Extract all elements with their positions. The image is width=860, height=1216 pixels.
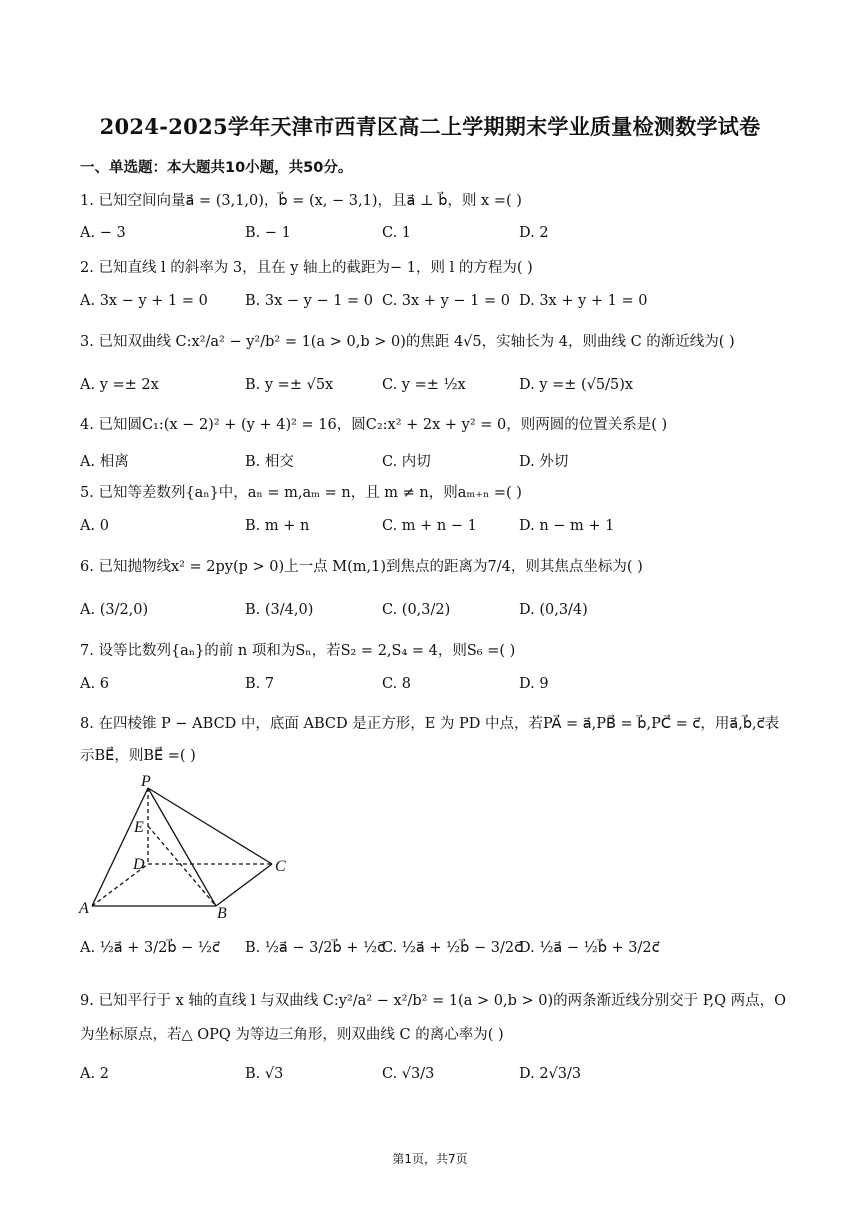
option-c: C. 内切 [382,454,431,470]
edge-eb [148,826,216,906]
option-a: A. 3x − y + 1 = 0 [80,293,208,309]
option-c: C. m + n − 1 [382,518,477,534]
question-3-stem: 3. 已知双曲线 C:x²/a² − y²/b² = 1(a > 0,b > 0)的焦距 4√5，实轴长为 4，则曲线 C 的渐近线为( ) [80,334,735,350]
question-4-stem: 4. 已知圆C₁:(x − 2)² + (y + 4)² = 16，圆C₂:x² + 2x + y² = 0，则两圆的位置关系是( ) [80,417,668,433]
question-2-stem: 2. 已知直线 l 的斜率为 3，且在 y 轴上的截距为− 1，则 l 的方程为( ) [80,260,533,276]
question-1-options [80,225,800,249]
option-d: D. n − m + 1 [519,518,615,534]
option-a: A. 2 [80,1066,109,1082]
option-b: B. − 1 [245,225,291,241]
option-c: C. ½a⃗ + ½b⃗ − 3/2c⃗ [382,940,523,956]
option-c: C. y =± ½x [382,377,466,393]
question-8-options [80,940,800,964]
option-d: D. 2 [519,225,549,241]
question-4-options [80,450,800,474]
question-3-options [80,377,800,401]
question-5-options [80,518,800,542]
question-6-options [80,602,800,626]
section-heading: 一、单选题：本大题共10小题，共50分。 [80,160,353,176]
option-b: B. ½a⃗ − 3/2b⃗ + ½c⃗ [245,940,386,956]
option-b: B. (3/4,0) [245,602,314,618]
option-c: C. (0,3/2) [382,602,451,618]
option-a: A. 相离 [80,454,129,470]
edge-pa [92,788,148,906]
label-c: C [275,858,286,875]
question-1-stem: 1. 已知空间向量a⃗ = (3,1,0)，b⃗ = (x, − 3,1)，且a⃗ ⊥ b⃗，则 x =( ) [80,193,522,209]
option-a: A. 0 [80,518,109,534]
label-e: E [134,819,144,836]
option-a: A. ½a⃗ + 3/2b⃗ − ½c⃗ [80,940,220,956]
option-b: B. 3x − y − 1 = 0 [245,293,374,309]
option-b: B. m + n [245,518,310,534]
page-footer: 第1页，共7页 [392,1152,468,1166]
edge-pb [148,788,216,906]
question-9-stem: 9. 已知平行于 x 轴的直线 l 与双曲线 C:y²/a² − x²/b² = 1(a > 0,b > 0)的两条渐近线分别交于 P,Q 两点，O 为坐标原点，若△ OPQ 为等边三角形，则双曲线 C 的离心率为( ) [80,993,787,1043]
label-d: D [133,856,145,873]
option-b: B. 7 [245,676,275,692]
option-c: C. 8 [382,676,412,692]
option-d: D. 2√3/3 [519,1066,582,1082]
edge-pc [148,788,272,864]
question-8-stem: 8. 在四棱锥 P − ABCD 中，底面 ABCD 是正方形，E 为 PD 中点，若PA⃗ = a⃗,PB⃗ = b⃗,PC⃗ = c⃗，用a⃗,b⃗,c⃗表示BE⃗，则BE⃗ =( ) [80,716,780,764]
option-d: D. y =± (√5/5)x [519,377,634,393]
option-d: D. (0,3/4) [519,602,588,618]
label-a: A [79,900,89,917]
question-7-stem: 7. 设等比数列{aₙ}的前 n 项和为Sₙ，若S₂ = 2,S₄ = 4，则S₆ =( ) [80,643,516,659]
option-c: C. 1 [382,225,412,241]
option-b: B. √3 [245,1066,284,1082]
label-b: B [217,905,227,920]
option-d: D. 外切 [519,454,569,470]
question-6-stem: 6. 已知抛物线x² = 2py(p > 0)上一点 M(m,1)到焦点的距离为7/4，则其焦点坐标为( ) [80,559,643,575]
page-title: 2024-2025学年天津市西青区高二上学期期末学业质量检测数学试卷 [99,114,761,139]
label-p: P [141,773,151,790]
question-7-options [80,676,800,700]
option-a: A. 6 [80,676,109,692]
option-a: A. y =± 2x [80,377,159,393]
option-d: D. 3x + y + 1 = 0 [519,293,648,309]
option-a: A. (3/2,0) [80,602,149,618]
option-c: C. √3/3 [382,1066,435,1082]
pyramid-figure [78,772,293,920]
option-b: B. 相交 [245,454,294,470]
option-c: C. 3x + y − 1 = 0 [382,293,510,309]
edge-bc [216,864,272,906]
option-b: B. y =± √5x [245,377,334,393]
question-5-stem: 5. 已知等差数列{aₙ}中，aₙ = m,aₘ = n，且 m ≠ n，则aₘ₊ₙ =( ) [80,485,522,501]
option-d: D. 9 [519,676,549,692]
question-9-options [80,1066,800,1090]
option-a: A. − 3 [80,225,126,241]
option-d: D. ½a⃗ − ½b⃗ + 3/2c⃗ [519,940,660,956]
question-2-options [80,293,800,317]
